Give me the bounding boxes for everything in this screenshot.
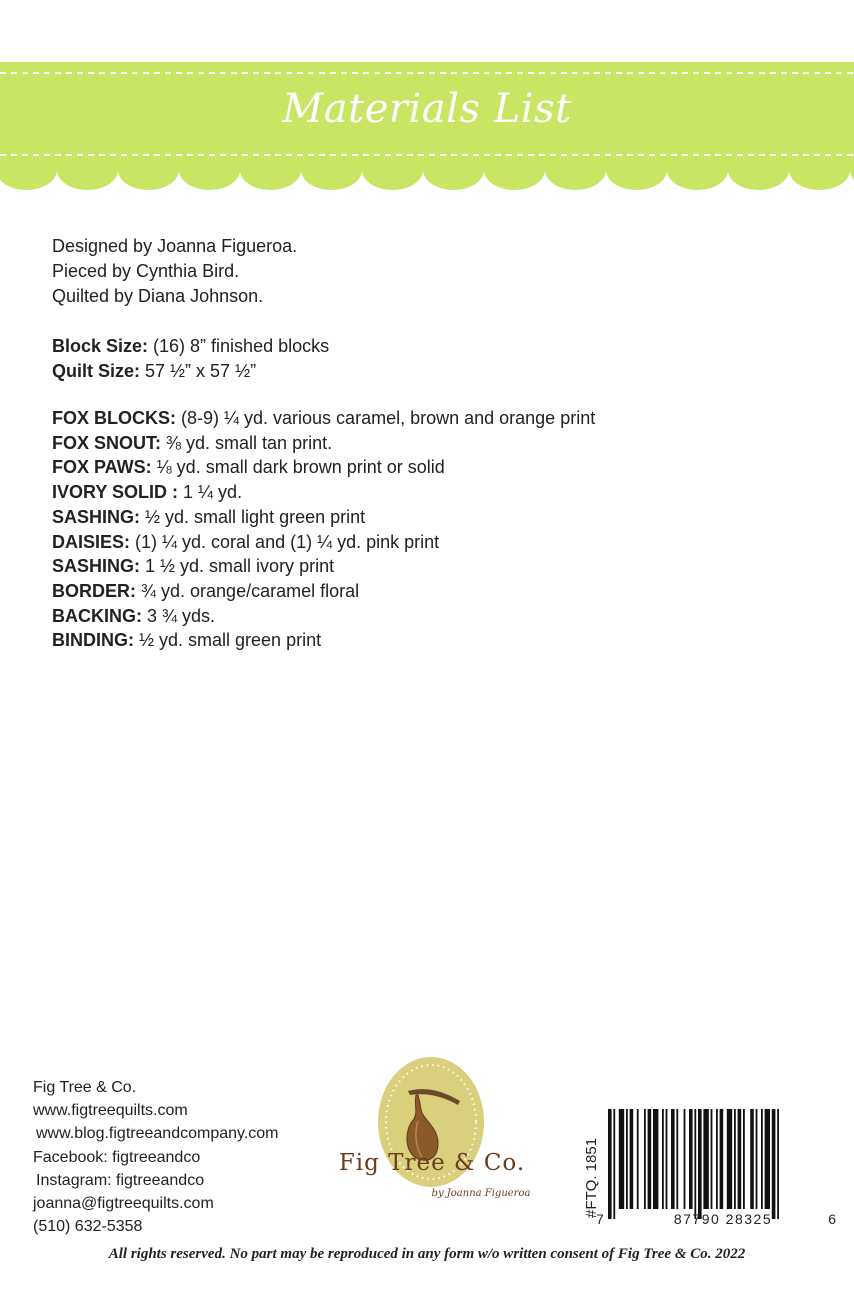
barcode-digits xyxy=(596,1211,836,1227)
material-label: DAISIES: xyxy=(52,531,131,552)
material-label: IVORY SOLID : xyxy=(52,482,179,503)
brand-name: Fig Tree & Co. xyxy=(338,1150,526,1176)
material-value: ¾ yd. orange/caramel floral xyxy=(136,580,360,601)
material-label: SASHING: xyxy=(52,556,141,577)
barcode-main-digits: 87790 28325 xyxy=(673,1211,773,1227)
barcode-icon xyxy=(608,1109,834,1219)
quilt-size xyxy=(52,359,329,384)
block-size-label: Block Size: xyxy=(52,336,149,356)
material-item xyxy=(52,480,595,505)
contact-email-link[interactable]: joanna@figtreequilts.com xyxy=(33,1195,214,1213)
brand-tagline: by Joanna Figueroa xyxy=(431,1188,531,1199)
contact-phone: (510) 632-5358 xyxy=(33,1218,143,1236)
material-item xyxy=(52,530,595,555)
quilt-size-label: Quilt Size: xyxy=(52,361,141,381)
material-item xyxy=(52,505,595,530)
copyright-footer: All rights reserved. No part may be reproduced in any form w/o written consent of Fig Tree & Co. 2022 xyxy=(108,1246,746,1262)
contact-blog-link[interactable]: www.blog.figtreeandcompany.com xyxy=(36,1125,279,1143)
sku-label: #FTQ. 1851 xyxy=(583,1137,600,1218)
material-label: FOX BLOCKS: xyxy=(52,408,176,428)
material-value: ⅛ yd. small dark brown print or solid xyxy=(151,457,445,478)
barcode-lead-digit: 7 xyxy=(596,1211,604,1227)
page-title: Materials List xyxy=(282,86,572,132)
material-item xyxy=(52,604,595,629)
material-label: FOX SNOUT: xyxy=(52,432,162,453)
material-value: 1 ¼ yd. xyxy=(178,482,243,503)
block-size-value: (16) 8” finished blocks xyxy=(148,336,330,356)
material-value: 1 ½ yd. small ivory print xyxy=(140,556,335,577)
credit-piecer: Pieced by Cynthia Bird. xyxy=(52,261,240,281)
material-value: 3 ¾ yds. xyxy=(142,605,216,626)
material-item xyxy=(52,579,595,604)
material-item xyxy=(52,431,595,456)
contact-block xyxy=(33,1076,279,1238)
material-label: BINDING: xyxy=(52,630,134,651)
contact-instagram: Instagram: figtreeandco xyxy=(36,1171,205,1189)
contact-company: Fig Tree & Co. xyxy=(33,1079,137,1096)
credit-quilter: Quilted by Diana Johnson. xyxy=(52,286,264,306)
credits-block xyxy=(52,234,297,309)
materials-list xyxy=(52,406,595,653)
material-item xyxy=(52,554,595,579)
material-value: ½ yd. small light green print xyxy=(140,506,366,527)
block-size xyxy=(52,334,329,359)
sizes-block xyxy=(52,334,329,384)
contact-facebook: Facebook: figtreeandco xyxy=(33,1148,201,1166)
material-value: ½ yd. small green print xyxy=(134,630,322,651)
material-value: (8-9) ¼ yd. various caramel, brown and orange print xyxy=(176,408,596,428)
quilt-size-value: 57 ½” x 57 ½” xyxy=(140,361,257,381)
material-value: (1) ¼ yd. coral and (1) ¼ yd. pink print xyxy=(130,531,440,552)
material-item xyxy=(52,628,595,653)
material-label: BACKING: xyxy=(52,605,142,626)
material-label: BORDER: xyxy=(52,580,136,601)
material-label: SASHING: xyxy=(52,506,141,527)
material-item xyxy=(52,406,595,431)
material-value: ⅜ yd. small tan print. xyxy=(161,432,333,453)
barcode-check-digit: 6 xyxy=(828,1211,836,1227)
credit-designer: Designed by Joanna Figueroa. xyxy=(52,236,298,256)
material-label: FOX PAWS: xyxy=(52,457,152,478)
material-item xyxy=(52,455,595,480)
contact-website-link[interactable]: www.figtreequilts.com xyxy=(33,1102,188,1120)
